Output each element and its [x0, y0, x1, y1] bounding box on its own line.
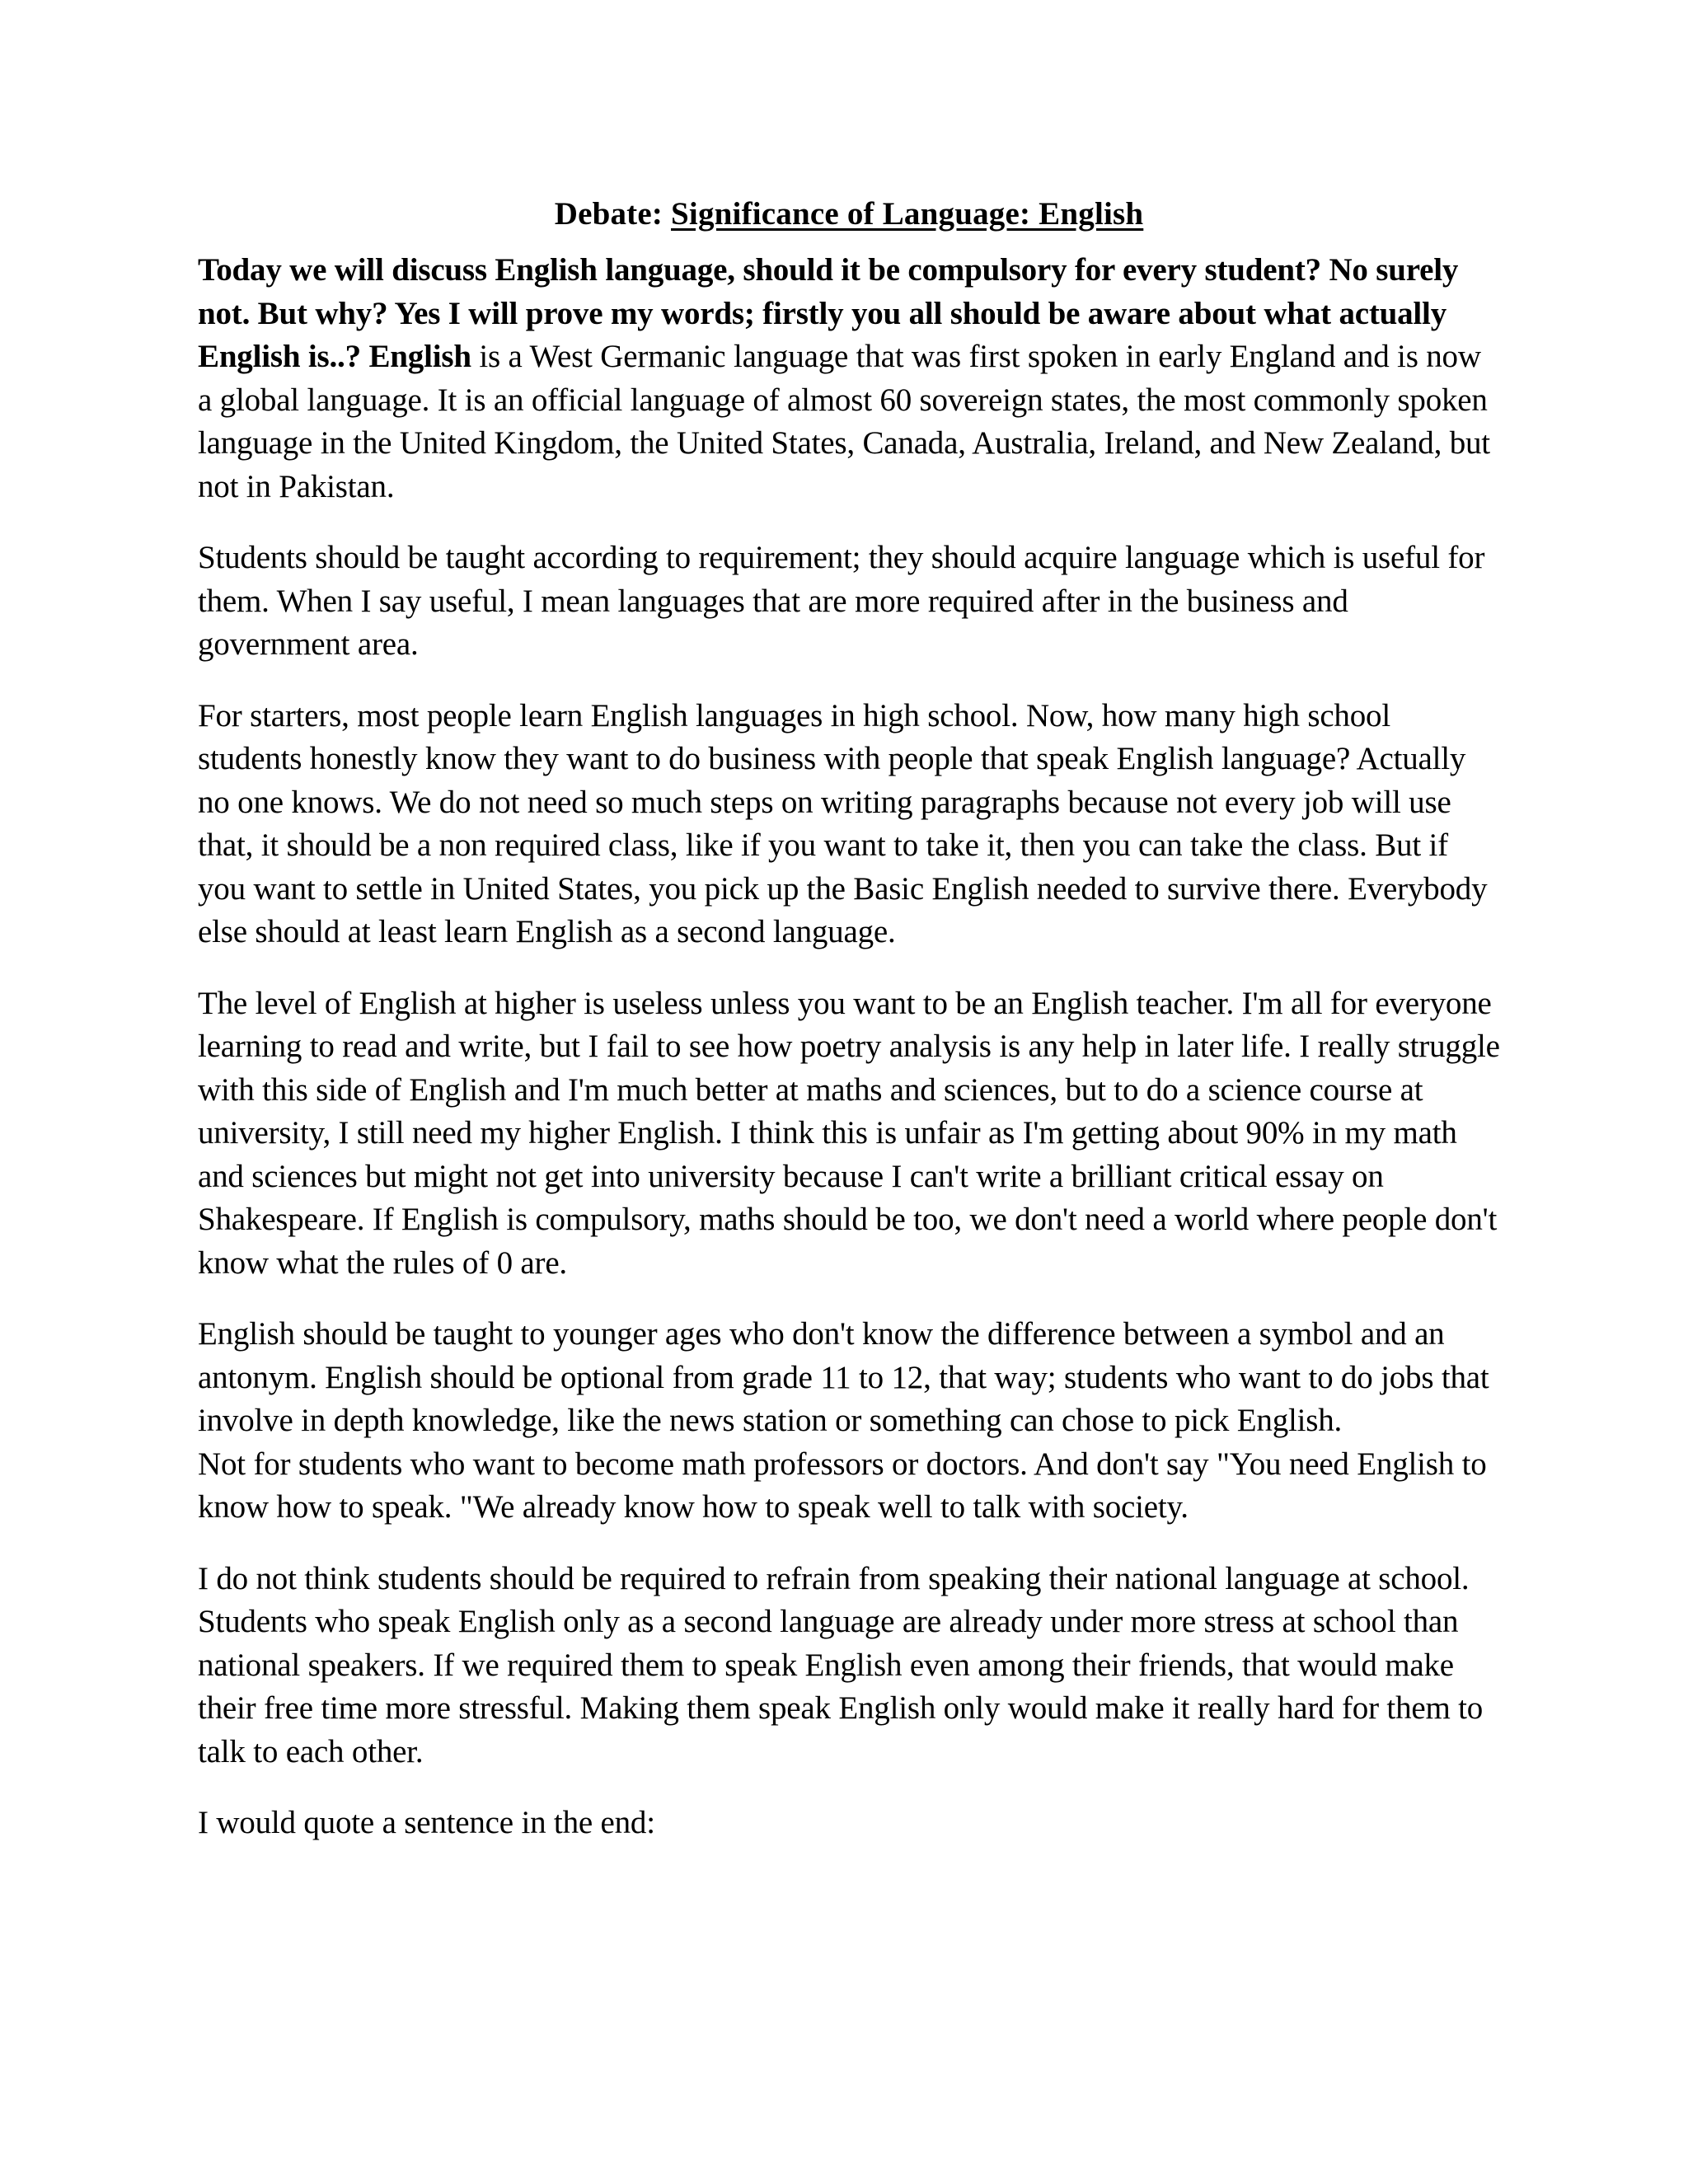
intro-paragraph [198, 249, 1500, 509]
paragraph-requirement: Students should be taught according to requirement; they should acquire language which is useful for them. When I say useful, I mean languages that are more required after in the business and government area. [198, 540, 1485, 662]
document-body [198, 190, 1500, 1873]
paragraph-not-for-students: Not for students who want to become math professors or doctors. And don't say "You need English to know how to speak. "We already know how to speak well to talk with society. [198, 1446, 1487, 1525]
paragraph-starters: For starters, most people learn English languages in high school. Now, how many high school students honestly know they want to do business with people that speak English language? Actually no one knows. We do not need so much steps on writing paragraphs because not every job will use that, it should be a non required class, like if you want to take it, then you can take the class. But if you want to settle in United States, you pick up the Basic English needed to survive there. Everybody else should at least learn English as a second language. [198, 697, 1488, 949]
paragraph-closing-quote: I would quote a sentence in the end: [198, 1805, 655, 1840]
page-title [198, 190, 1500, 239]
title-prefix: Debate: [554, 196, 663, 232]
intro-bold-term: English [368, 339, 471, 374]
paragraph-higher-level: The level of English at higher is useless unless you want to be an English teacher. I'm all for everyone learning to read and write, but I fail to see how poetry analysis is any help in later life. I really struggle with this side of English and I'm much better at maths and sciences, but to do a science course at university, I still need my higher English. I think this is unfair as I'm getting about 90% in my math and sciences but might not get into university because I can't write a brilliant critical essay on Shakespeare. If English is compulsory, maths should be too, we don't need a world where people don't know what the rules of 0 are. [198, 985, 1500, 1281]
intro-rest: is a West Germanic language that was first spoken in early England and is now a global language. It is an official language of almost 60 sovereign states, the most commonly spoken language in the United Kingdom, the United States, Canada, Australia, Ireland, and New Zealand, but not in Pakistan. [198, 339, 1490, 504]
title-topic: Significance of Language: English [671, 196, 1144, 232]
paragraph-younger-ages: English should be taught to younger ages who don't know the difference between a symbol and an antonym. English should be optional from grade 11 to 12, that way; students who want to do jobs that involve in depth knowledge, like the news station or something can chose to pick English. [198, 1316, 1489, 1438]
paragraph-national-language: I do not think students should be required to refrain from speaking their national language at school. Students who speak English only as a second language are already under more stress at school than national speakers. If we required them to speak English even among their friends, that would make their free time more stressful. Making them speak English only would make it really hard for them to talk to each other. [198, 1560, 1484, 1769]
intro-bold-lead: Today we will discuss English language, should it be compulsory for every student? No surely not. But why? Yes I will prove my words; firstly you all should be aware about what actually English is..? [198, 252, 1459, 374]
